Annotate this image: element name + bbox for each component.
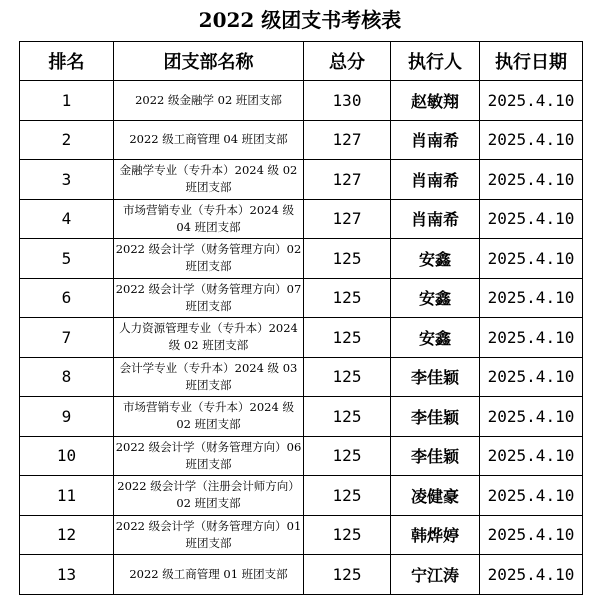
total-score-cell: 125 — [304, 278, 391, 318]
header-rank: 排名 — [20, 42, 114, 81]
branch-name-cell: 2022 级会计学（财务管理方向）02 班团支部 — [114, 239, 304, 279]
header-execution-date: 执行日期 — [480, 42, 583, 81]
table-row — [20, 239, 583, 279]
table-row — [20, 120, 583, 160]
executor-cell: 李佳颖 — [391, 357, 480, 397]
executor-cell: 安鑫 — [391, 239, 480, 279]
date-cell: 2025.4.10 — [480, 397, 583, 437]
date-cell: 2025.4.10 — [480, 81, 583, 121]
executor-cell: 肖南希 — [391, 120, 480, 160]
branch-name-cell: 金融学专业（专升本）2024 级 02 班团支部 — [114, 160, 304, 200]
total-score-cell: 127 — [304, 199, 391, 239]
rank-cell: 9 — [20, 397, 114, 437]
table-row — [20, 555, 583, 595]
table-header-row — [20, 42, 583, 81]
rank-cell: 13 — [20, 555, 114, 595]
table-row — [20, 515, 583, 555]
executor-cell: 宁江涛 — [391, 555, 480, 595]
branch-name-cell: 2022 级会计学（财务管理方向）06 班团支部 — [114, 436, 304, 476]
rank-cell: 7 — [20, 318, 114, 358]
date-cell: 2025.4.10 — [480, 160, 583, 200]
total-score-cell: 125 — [304, 555, 391, 595]
total-score-cell: 125 — [304, 239, 391, 279]
table-row — [20, 357, 583, 397]
executor-cell: 肖南希 — [391, 160, 480, 200]
rank-cell: 6 — [20, 278, 114, 318]
table-row — [20, 160, 583, 200]
rank-cell: 12 — [20, 515, 114, 555]
rank-cell: 3 — [20, 160, 114, 200]
table-row — [20, 436, 583, 476]
executor-cell: 李佳颖 — [391, 397, 480, 437]
executor-cell: 韩烨婷 — [391, 515, 480, 555]
date-cell: 2025.4.10 — [480, 515, 583, 555]
branch-name-cell: 2022 级工商管理 01 班团支部 — [114, 555, 304, 595]
total-score-cell: 127 — [304, 160, 391, 200]
branch-name-cell: 2022 级会计学（注册会计师方向）02 班团支部 — [114, 476, 304, 516]
date-cell: 2025.4.10 — [480, 476, 583, 516]
date-cell: 2025.4.10 — [480, 199, 583, 239]
date-cell: 2025.4.10 — [480, 318, 583, 358]
branch-name-cell: 人力资源管理专业（专升本）2024 级 02 班团支部 — [114, 318, 304, 358]
header-total-score: 总分 — [304, 42, 391, 81]
branch-name-cell: 2022 级会计学（财务管理方向）07 班团支部 — [114, 278, 304, 318]
rank-cell: 11 — [20, 476, 114, 516]
rank-cell: 2 — [20, 120, 114, 160]
rank-cell: 5 — [20, 239, 114, 279]
branch-name-cell: 2022 级金融学 02 班团支部 — [114, 81, 304, 121]
total-score-cell: 125 — [304, 515, 391, 555]
date-cell: 2025.4.10 — [480, 357, 583, 397]
assessment-table — [19, 41, 583, 595]
branch-name-cell: 2022 级工商管理 04 班团支部 — [114, 120, 304, 160]
executor-cell: 凌健豪 — [391, 476, 480, 516]
executor-cell: 李佳颖 — [391, 436, 480, 476]
executor-cell: 安鑫 — [391, 278, 480, 318]
total-score-cell: 125 — [304, 436, 391, 476]
date-cell: 2025.4.10 — [480, 239, 583, 279]
total-score-cell: 125 — [304, 397, 391, 437]
date-cell: 2025.4.10 — [480, 120, 583, 160]
date-cell: 2025.4.10 — [480, 278, 583, 318]
total-score-cell: 125 — [304, 357, 391, 397]
total-score-cell: 125 — [304, 476, 391, 516]
branch-name-cell: 市场营销专业（专升本）2024 级 04 班团支部 — [114, 199, 304, 239]
executor-cell: 肖南希 — [391, 199, 480, 239]
branch-name-cell: 2022 级会计学（财务管理方向）01 班团支部 — [114, 515, 304, 555]
table-row — [20, 199, 583, 239]
date-cell: 2025.4.10 — [480, 555, 583, 595]
table-row — [20, 318, 583, 358]
document-title: 2022 级团支书考核表 — [198, 8, 402, 32]
executor-cell: 赵敏翔 — [391, 81, 480, 121]
total-score-cell: 127 — [304, 120, 391, 160]
table-row — [20, 278, 583, 318]
executor-cell: 安鑫 — [391, 318, 480, 358]
table-row — [20, 397, 583, 437]
branch-name-cell: 会计学专业（专升本）2024 级 03 班团支部 — [114, 357, 304, 397]
total-score-cell: 130 — [304, 81, 391, 121]
rank-cell: 1 — [20, 81, 114, 121]
table-row — [20, 476, 583, 516]
rank-cell: 10 — [20, 436, 114, 476]
date-cell: 2025.4.10 — [480, 436, 583, 476]
branch-name-cell: 市场营销专业（专升本）2024 级 02 班团支部 — [114, 397, 304, 437]
header-branch-name: 团支部名称 — [114, 42, 304, 81]
table-row — [20, 81, 583, 121]
total-score-cell: 125 — [304, 318, 391, 358]
rank-cell: 8 — [20, 357, 114, 397]
rank-cell: 4 — [20, 199, 114, 239]
header-executor: 执行人 — [391, 42, 480, 81]
